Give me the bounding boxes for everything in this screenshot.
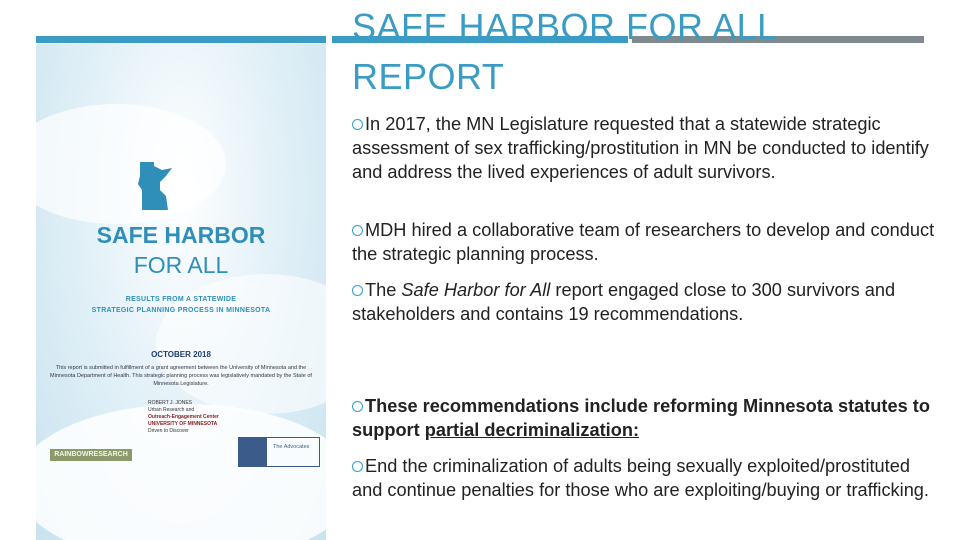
- underlined-text: partial decriminalization:: [424, 420, 640, 440]
- circle-bullet-icon: [352, 401, 363, 412]
- cover-subtitle: [36, 294, 326, 316]
- bullet-text: MDH hired a collaborative team of researchers to develop and conduct the strategic planning process.: [352, 220, 935, 264]
- umn-logo-line1: ROBERT J. JONES: [148, 400, 192, 406]
- bullet-text: End the criminalization of adults being sexually exploited/prostituted and continue penalties for those who are exploiting/buying or trafficking.: [352, 456, 929, 500]
- cover-date: OCTOBER 2018: [151, 350, 211, 359]
- minnesota-map-icon: [136, 160, 174, 212]
- umn-logo: [148, 400, 236, 464]
- circle-bullet-icon: [352, 461, 363, 472]
- slide-title-line1: SAFE HARBOR FOR ALL: [352, 6, 778, 47]
- cover-subtitle-line1: RESULTS FROM A STATEWIDE: [125, 296, 237, 303]
- cover-cloud: [36, 104, 226, 224]
- circle-bullet-icon: [352, 225, 363, 236]
- bullet-item: [352, 278, 942, 326]
- report-name: Safe Harbor for All: [401, 280, 551, 300]
- cover-fine-print: This report is submitted in fulfillment of a grant agreement between the University of Minnesota and the Minnesota Department of Health. This strategic planning process was legislatively mandated by the State of Minnesota Legislature.: [50, 365, 312, 387]
- cover-title: [36, 220, 326, 280]
- bullet-text: The: [365, 280, 402, 300]
- advocates-logo: [238, 437, 320, 467]
- bullet-item: [352, 454, 942, 502]
- cover-subtitle-line2: STRATEGIC PLANNING PROCESS IN MINNESOTA: [91, 307, 271, 314]
- header-bar-left: [36, 36, 326, 43]
- bullet-text: These recommendations include reforming Minnesota statutes to support: [352, 396, 930, 440]
- circle-bullet-icon: [352, 285, 363, 296]
- report-cover-image: [36, 44, 326, 540]
- umn-logo-line4: UNIVERSITY OF MINNESOTA: [148, 421, 218, 427]
- advocates-logo-text: The Advocates: [273, 444, 310, 450]
- advocates-logo-block: [239, 438, 267, 466]
- cover-title-line2: FOR ALL: [133, 252, 229, 278]
- bullet-item: [352, 394, 942, 442]
- umn-logo-line5: Driven to Discover: [148, 428, 189, 434]
- cover-title-line1: SAFE HARBOR: [96, 222, 266, 248]
- slide-title: [352, 2, 932, 102]
- bullet-item: [352, 112, 942, 184]
- slide-title-line2: REPORT: [352, 56, 505, 97]
- circle-bullet-icon: [352, 119, 363, 130]
- umn-logo-line2: Urban Research and: [148, 407, 195, 413]
- umn-logo-line3: Outreach-Engagement Center: [148, 414, 219, 420]
- bullet-text: In 2017, the MN Legislature requested that a statewide strategic assessment of sex trafficking/prostitution in MN be conducted to identify and address the lived experiences of adult survivors.: [352, 114, 929, 182]
- rainbow-research-logo: RAINBOWRESEARCH: [50, 449, 132, 461]
- bullet-item: [352, 218, 942, 266]
- bullet-text: report engaged close to 300 survivors and stakeholders and contains 19 recommendations.: [352, 280, 896, 324]
